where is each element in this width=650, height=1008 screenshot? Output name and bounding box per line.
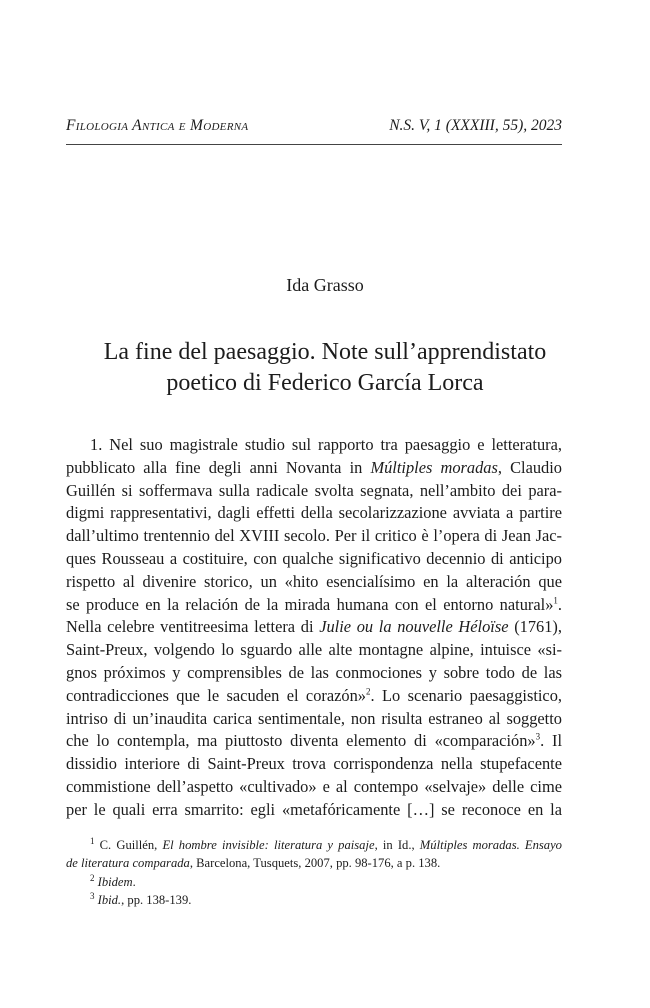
footnote-number: 2: [90, 872, 95, 883]
body-line: dall’ultimo trentennio del XVIII secolo. Per il critico è l’opera di Jean Jac-: [66, 526, 562, 546]
body-line: dissidio interiore di Saint-Preux trova corrispondenza nella stupefacente: [66, 754, 562, 774]
footnote-1: [66, 836, 562, 854]
header-rule: [66, 144, 562, 145]
text-run: pubblicato alla fine degli anni Novanta in: [66, 457, 371, 477]
body-line: [66, 616, 562, 639]
body-line: ques Rousseau a costituire, con qualche significativo decennio di anticipo: [66, 548, 562, 568]
footnote-1-cont: [66, 854, 562, 872]
text-run: , in Id.,: [374, 838, 420, 852]
footnote-2: [66, 873, 562, 891]
body-line: commistione dell’aspetto «cultivado» e al contempo «selvaje» delle cime: [66, 776, 562, 796]
issue-info: N.S. V, 1 (XXXIII, 55), 2023: [389, 117, 562, 134]
body-line: 1. Nel suo magistrale studio sul rapporto tra paesaggio e letteratura,: [90, 435, 562, 454]
footnote-3: [66, 891, 562, 909]
text-run: .: [557, 594, 562, 614]
title-line-2: poetico di Federico García Lorca: [166, 370, 484, 396]
body-line: [66, 685, 562, 708]
journal-name: Filologia Antica e Moderna: [66, 117, 249, 134]
title-line-1: La fine del paesaggio. Note sull’apprendistato: [103, 339, 547, 365]
body-line: [66, 457, 562, 480]
text-run: (1761),: [508, 617, 562, 637]
text-run: Ibid.: [94, 892, 122, 907]
body-line: per le quali erra smarrito: egli «metafóricamente […] se reconoce en la: [66, 799, 562, 819]
text-run: . Il: [540, 731, 562, 751]
text-run: contradicciones que le sacuden el corazón»: [66, 685, 366, 705]
text-run: , pp. 138-139.: [121, 892, 192, 907]
text-run: , Barcelona, Tusquets, 2007, pp. 98-176, a p. 138.: [189, 856, 441, 871]
footnote-ref-2[interactable]: 2: [366, 686, 371, 697]
book-title: Múltiples moradas: [370, 457, 498, 477]
book-title: de literatura comparada: [66, 856, 190, 871]
article-title: [60, 337, 590, 399]
body-line: Guillén si soffermava sulla radicale svolta segnata, nell’ambito dei para-: [66, 480, 562, 500]
text-run: , Claudio: [497, 457, 562, 477]
book-title: Julie ou la nouvelle Héloïse: [319, 617, 509, 637]
body-line: [66, 730, 562, 753]
footnote-ref-1[interactable]: 1: [553, 595, 558, 606]
footnote-number: 3: [90, 890, 95, 901]
body-line: rispetto al divenire storico, un «hito esencialísimo en la alteración que: [66, 571, 562, 591]
running-head: [66, 117, 562, 139]
body-line: Saint-Preux, volgendo lo sguardo alle alte montagne alpine, intuisce «si-: [66, 640, 562, 660]
text-run: .: [132, 874, 136, 889]
text-run: che lo contempla, ma piuttosto diventa elemento di «comparación»: [66, 731, 536, 751]
book-title: Múltiples moradas. Ensayo: [419, 838, 562, 852]
footnote-ref-3[interactable]: 3: [535, 731, 541, 742]
footnotes: [66, 836, 562, 909]
book-title: El hombre invisible: literatura y paisaje: [162, 838, 375, 852]
body-line: gnos próximos y comprensibles de las conmociones y sobre todo de las: [66, 662, 562, 682]
body-line: digmi rappresentativi, dagli effetti della secolarizzazione avviata a partire: [66, 503, 562, 523]
footnote-number: 1: [90, 835, 95, 846]
body-line: [66, 594, 562, 617]
text-run: Ibidem: [94, 874, 133, 889]
text-run: . Lo scenario paesaggistico,: [370, 685, 562, 705]
body-text: [66, 434, 562, 822]
text-run: Nella celebre ventitreesima lettera di: [66, 617, 320, 637]
article-author: Ida Grasso: [286, 275, 364, 295]
text-run: C. Guillén,: [94, 838, 163, 852]
text-run: se produce en la relación de la mirada humana con el entorno natural»: [66, 594, 554, 614]
body-line: intriso di un’inaudita carica sentimentale, non risulta estraneo al soggetto: [66, 708, 562, 728]
